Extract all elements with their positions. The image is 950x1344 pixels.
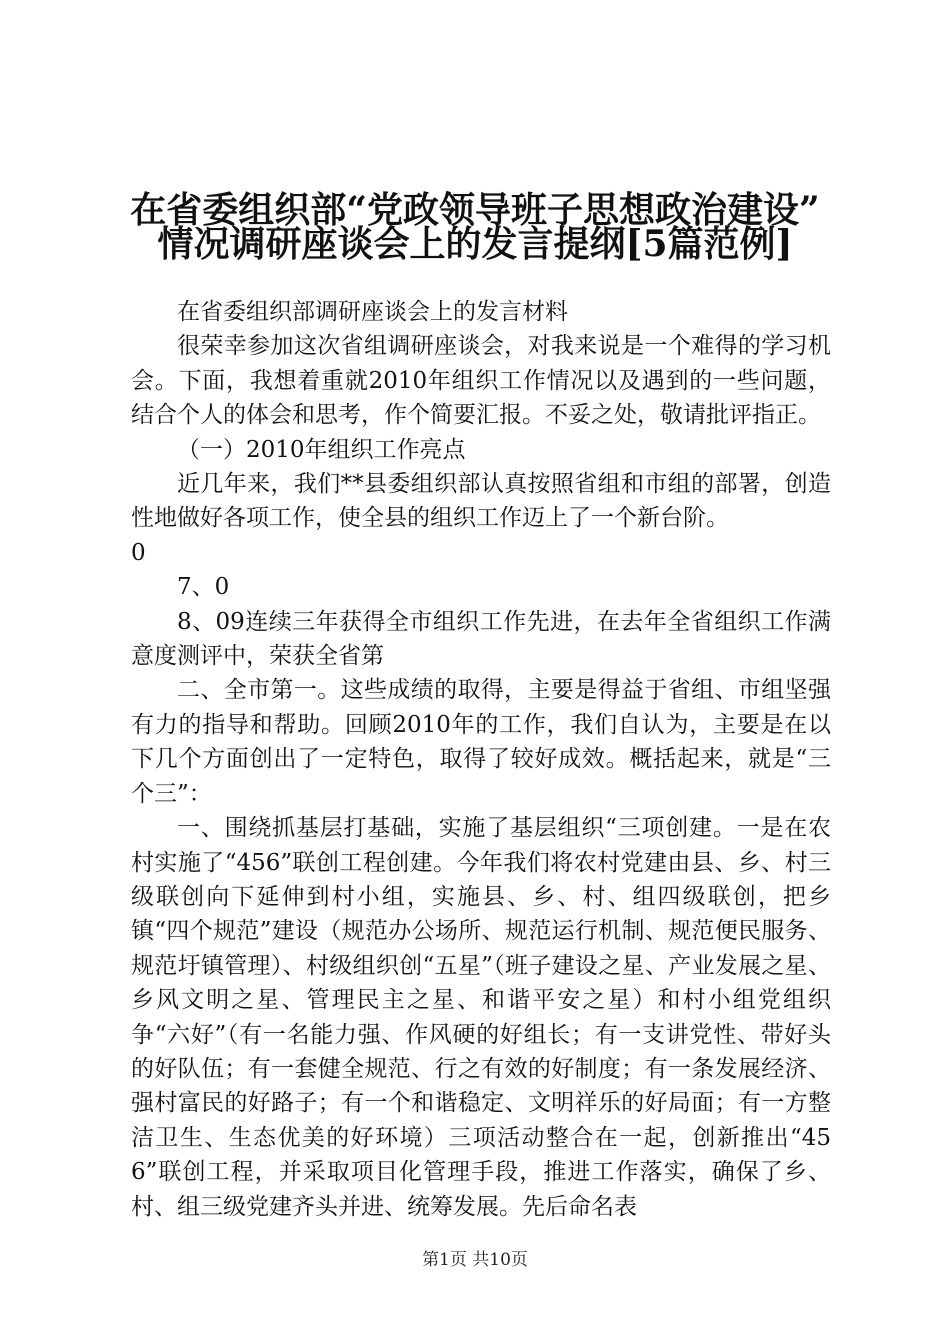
page-number-footer: 第1页 共10页 xyxy=(422,1250,528,1270)
paragraph: 7、0 xyxy=(177,574,230,601)
paragraph: 二、全市第一。这些成绩的取得，主要是得益于省组、市组坚强有力的指导和帮助。回顾2010年的工作，我们自认为，主要是在以下几个方面创出了一定特色，取得了较好成效。概括起来，就是“三个三”： xyxy=(131,677,831,807)
document-title-line-2: 情况调研座谈会上的发言提纲[5篇范例] xyxy=(157,223,793,265)
paragraph: 一、围绕抓基层打基础，实施了基层组织“三项创建。一是在农村实施了“456”联创工程创建。今年我们将农村党建由县、乡、村三级联创向下延伸到村小组，实施县、乡、村、组四级联创，把乡镇“四个规范”建设（规范办公场所、规范运行机制、规范便民服务、规范圩镇管理）、村级组织创“五星”（班子建设之星、产业发展之星、乡风文明之星、管理民主之星、和谐平安之星）和村小组党组织争“六好”（有一名能力强、作风硬的好组长；有一支讲党性、带好头的好队伍；有一套健全规范、行之有效的好制度；有一条发展经济、强村富民的好路子；有一个和谐稳定、文明祥乐的好局面；有一方整洁卫生、生态优美的好环境）三项活动整合在一起，创新推出“456”联创工程，并采取项目化管理手段，推进工作落实，确保了乡、村、组三级党建齐头并进、统筹发展。先后命名表 xyxy=(131,815,831,1220)
section-heading: （一）2010年组织工作亮点 xyxy=(177,436,466,463)
paragraph: 0 xyxy=(131,539,146,566)
document-title-line-1: 在省委组织部“党政领导班子思想政治建设” xyxy=(130,189,820,231)
paragraph: 很荣幸参加这次省组调研座谈会，对我来说是一个难得的学习机会。下面，我想着重就2010年组织工作情况以及遇到的一些问题，结合个人的体会和思考，作个简要汇报。不妥之处，敬请批评指正。 xyxy=(131,333,831,429)
paragraph-subtitle: 在省委组织部调研座谈会上的发言材料 xyxy=(177,299,568,325)
paragraph: 近几年来，我们**县委组织部认真按照省组和市组的部署，创造性地做好各项工作，使全县的组织工作迈上了一个新台阶。 xyxy=(131,471,831,532)
paragraph: 8、09连续三年获得全市组织工作先进，在去年全省组织工作满意度测评中，荣获全省第 xyxy=(131,608,831,670)
document-body xyxy=(131,295,831,1224)
